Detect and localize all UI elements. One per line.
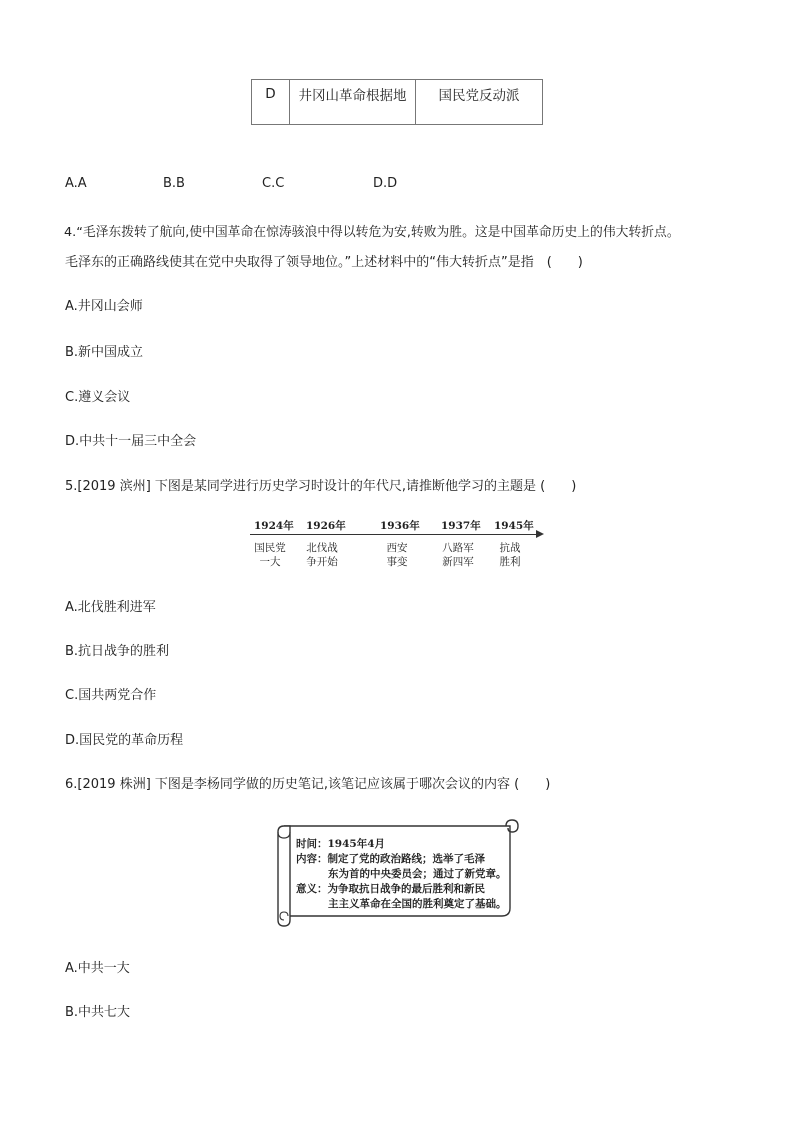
table-cell-enemy: 国民党反动派 [416, 80, 543, 125]
q4-option-c: C.遵义会议 [65, 390, 131, 405]
timeline-event: 新四军 [442, 556, 474, 568]
q4-option-b: B.新中国成立 [65, 345, 144, 360]
timeline-event: 八路军 [442, 542, 474, 554]
timeline-event: 一大 [259, 556, 281, 568]
q4-stem-line1: 4.“毛泽东拨转了航向,使中国革命在惊涛骇浪中得以转危为安,转败为胜。这是中国革命历史上的伟大转折点。 [64, 225, 680, 240]
timeline-year: 1945年 [494, 520, 534, 532]
q3-option-b: B.B [163, 176, 185, 191]
scroll-note-figure [270, 816, 522, 928]
q3-option-d: D.D [373, 176, 398, 191]
q4-option-a: A.井冈山会师 [65, 299, 143, 314]
timeline-event: 争开始 [306, 556, 338, 568]
q4-stem-line2: 毛泽东的正确路线使其在党中央取得了领导地位。”上述材料中的“伟大转折点”是指 ( ) [65, 255, 583, 270]
note-meaning-1: 意义：为争取抗日战争的最后胜利和新民 [296, 883, 485, 895]
q3-option-a: A.A [65, 176, 87, 191]
note-content-2: 东为首的中央委员会；通过了新党章。 [328, 868, 507, 880]
q5-option-d: D.国民党的革命历程 [65, 733, 184, 748]
q4-option-d: D.中共十一届三中全会 [65, 434, 197, 449]
table-cell-key: D [252, 80, 290, 125]
q5-option-b: B.抗日战争的胜利 [65, 644, 170, 659]
timeline-year: 1936年 [380, 520, 420, 532]
q5-option-a: A.北伐胜利进军 [65, 600, 156, 615]
timeline-axis [250, 534, 538, 535]
timeline-event: 北伐战 [306, 542, 338, 554]
note-content-1: 内容：制定了党的政治路线；选举了毛泽 [296, 853, 485, 865]
q5-option-c: C.国共两党合作 [65, 688, 157, 703]
timeline-event: 事变 [386, 556, 408, 568]
timeline-event: 国民党 [254, 542, 286, 554]
timeline-year: 1926年 [306, 520, 346, 532]
timeline-arrow [536, 530, 544, 538]
note-meaning-2: 主主义革命在全国的胜利奠定了基础。 [328, 898, 507, 910]
q3-option-c: C.C [262, 176, 285, 191]
table-cell-place: 井冈山革命根据地 [290, 80, 416, 125]
note-time: 时间：1945年4月 [296, 838, 386, 850]
timeline-event: 抗战 [499, 542, 521, 554]
q6-option-a: A.中共一大 [65, 961, 130, 976]
q6-option-b: B.中共七大 [65, 1005, 131, 1020]
timeline-figure [250, 514, 550, 570]
q5-stem: 5.[2019 滨州] 下图是某同学进行历史学习时设计的年代尺,请推断他学习的主题是 ( ) [65, 479, 577, 494]
timeline-event: 西安 [386, 542, 408, 554]
answer-table [251, 79, 543, 125]
timeline-event: 胜利 [499, 556, 521, 568]
q6-stem: 6.[2019 株洲] 下图是李杨同学做的历史笔记,该笔记应该属于哪次会议的内容 ( ) [65, 777, 551, 792]
timeline-year: 1924年 [254, 520, 294, 532]
timeline-year: 1937年 [441, 520, 481, 532]
table-row [252, 80, 543, 125]
